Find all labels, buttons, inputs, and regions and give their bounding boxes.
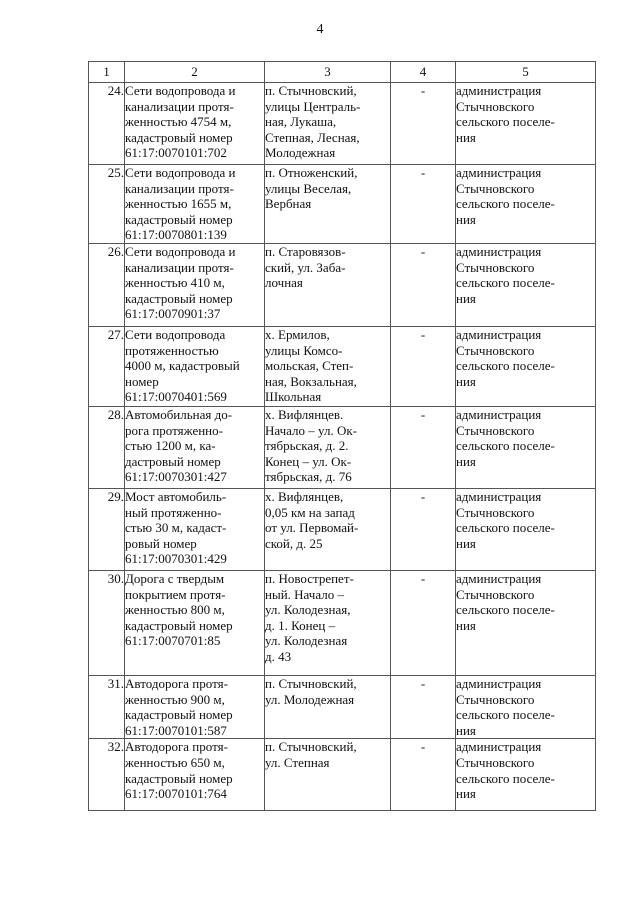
row-number-cell: 29. — [89, 489, 125, 571]
object-name-cell-line: Автомобильная до- — [125, 407, 233, 422]
header-col-3: 3 — [265, 62, 391, 83]
owner-cell-line: ния — [456, 722, 476, 738]
object-name-cell-line: Мост автомобиль- — [125, 489, 227, 504]
address-cell — [265, 489, 391, 571]
owner-cell-line: администрация — [456, 676, 542, 691]
object-name-cell-line: Сети водопровода и — [125, 165, 236, 180]
owner-cell-line: администрация — [456, 489, 542, 504]
table-row — [89, 489, 596, 571]
column-4-cell: - — [391, 739, 456, 811]
object-name-cell — [125, 244, 265, 327]
address-cell-line: д. 43 — [265, 648, 292, 664]
header-col-5: 5 — [456, 62, 596, 83]
object-name-cell-line: кадастровый номер — [125, 129, 233, 145]
owner-cell-line: Стычновского — [456, 691, 535, 707]
header-col-4: 4 — [391, 62, 456, 83]
owner-cell-line: Стычновского — [456, 180, 535, 196]
owner-cell-line: сельского поселе- — [456, 520, 555, 536]
address-cell-line: ской, д. 25 — [265, 535, 323, 551]
column-4-cell: - — [391, 676, 456, 739]
object-name-cell-line: женностью 1655 м, — [125, 196, 232, 212]
row-number-cell: 25. — [89, 165, 125, 244]
address-cell — [265, 244, 391, 327]
object-name-cell-line: 61:17:0070801:139 — [125, 227, 227, 243]
owner-cell-line: ния — [456, 290, 476, 306]
column-4-cell: - — [391, 571, 456, 676]
object-name-cell — [125, 407, 265, 489]
address-cell — [265, 571, 391, 676]
address-cell-line: х. Ермилов, — [265, 327, 330, 342]
address-cell-line: ул. Колодезная, — [265, 602, 351, 618]
object-name-cell-line: Сети водопровода и — [125, 83, 236, 98]
object-name-cell — [125, 83, 265, 165]
object-name-cell-line: 61:17:0070401:569 — [125, 389, 227, 405]
object-name-cell-line: женностью 410 м, — [125, 275, 225, 291]
object-name-cell-line: стью 1200 м, ка- — [125, 438, 216, 454]
address-cell-line: п. Стычновский, — [265, 739, 357, 755]
object-name-cell-line: ровый номер — [125, 535, 197, 551]
column-4-cell: - — [391, 165, 456, 244]
object-name-cell-line: номер — [125, 373, 159, 389]
address-cell — [265, 739, 391, 811]
address-cell-line: ная, Лукаша, — [265, 114, 337, 130]
address-cell-line: 0,05 км на запад — [265, 504, 355, 520]
header-col-1: 1 — [89, 62, 125, 83]
address-cell — [265, 83, 391, 165]
owner-cell-line: администрация — [456, 165, 542, 180]
object-name-cell-line: женностью 4754 м, — [125, 114, 232, 130]
owner-cell-line: сельского поселе- — [456, 770, 555, 786]
row-number-cell: 32. — [89, 739, 125, 811]
table-body — [89, 83, 596, 811]
object-name-cell-line: Сети водопровода — [125, 327, 226, 342]
header-col-2: 2 — [125, 62, 265, 83]
object-name-cell — [125, 739, 265, 811]
owner-cell — [456, 571, 596, 676]
owner-cell-line: администрация — [456, 739, 542, 755]
address-cell-line: п. Стычновский, — [265, 676, 357, 691]
address-cell-line: Начало – ул. Ок- — [265, 422, 357, 438]
owner-cell-line: ния — [456, 617, 476, 633]
page-number: 4 — [316, 22, 324, 37]
address-cell — [265, 165, 391, 244]
owner-cell-line: ния — [456, 129, 476, 145]
address-cell-line: ный. Начало – — [265, 586, 344, 602]
address-cell-line: п. Отноженский, — [265, 165, 358, 180]
object-name-cell-line: кадастровый номер — [125, 617, 233, 633]
address-cell — [265, 407, 391, 489]
address-cell-line: п. Старовязов- — [265, 244, 346, 259]
object-name-cell-line: покрытием протя- — [125, 586, 226, 602]
object-name-cell-line: дастровый номер — [125, 453, 221, 469]
object-name-cell — [125, 489, 265, 571]
owner-cell-line: ния — [456, 453, 476, 469]
object-name-cell — [125, 327, 265, 407]
object-name-cell-line: канализации протя- — [125, 180, 234, 196]
object-name-cell-line: протяженностью — [125, 342, 219, 358]
object-name-cell-line: канализации протя- — [125, 259, 234, 275]
table-row — [89, 407, 596, 489]
owner-cell — [456, 83, 596, 165]
address-cell-line: ул. Колодезная — [265, 633, 348, 649]
owner-cell — [456, 244, 596, 327]
object-name-cell-line: кадастровый номер — [125, 770, 233, 786]
owner-cell-line: ния — [456, 786, 476, 802]
owner-cell-line: Стычновского — [456, 504, 535, 520]
owner-cell-line: сельского поселе- — [456, 602, 555, 618]
table-row — [89, 571, 596, 676]
object-name-cell-line: Дорога с твердым — [125, 571, 225, 586]
object-name-cell-line: 4000 м, кадастровый — [125, 358, 240, 374]
address-cell-line: ул. Молодежная — [265, 691, 355, 707]
table-row — [89, 739, 596, 811]
table-row — [89, 165, 596, 244]
address-cell-line: Школьная — [265, 389, 322, 405]
address-cell-line: тябрьская, д. 2. — [265, 438, 349, 454]
table-row — [89, 83, 596, 165]
object-name-cell-line: рога протяженно- — [125, 422, 223, 438]
owner-cell-line: Стычновского — [456, 342, 535, 358]
object-name-cell-line: 61:17:0070101:764 — [125, 786, 227, 802]
owner-cell-line: администрация — [456, 327, 542, 342]
owner-cell-line: администрация — [456, 83, 542, 98]
address-cell-line: Молодежная — [265, 145, 336, 161]
row-number-cell: 31. — [89, 676, 125, 739]
address-cell-line: ная, Вокзальная, — [265, 373, 357, 389]
object-name-cell-line: кадастровый номер — [125, 707, 233, 723]
address-cell-line: мольская, Степ- — [265, 358, 354, 374]
owner-cell-line: Стычновского — [456, 754, 535, 770]
object-name-cell-line: 61:17:0070301:427 — [125, 469, 227, 485]
owner-cell-line: ния — [456, 211, 476, 227]
address-cell — [265, 327, 391, 407]
column-4-cell: - — [391, 327, 456, 407]
address-cell-line: х. Вифлянцев. — [265, 407, 344, 422]
owner-cell-line: ния — [456, 535, 476, 551]
address-cell-line: тябрьская, д. 76 — [265, 469, 352, 485]
address-cell — [265, 676, 391, 739]
object-name-cell — [125, 571, 265, 676]
object-name-cell-line: женностью 900 м, — [125, 691, 225, 707]
owner-cell — [456, 407, 596, 489]
owner-cell-line: сельского поселе- — [456, 275, 555, 291]
row-number-cell: 28. — [89, 407, 125, 489]
object-name-cell-line: Автодорога протя- — [125, 676, 228, 691]
address-cell-line: х. Вифлянцев, — [265, 489, 344, 504]
address-cell-line: улицы Комсо- — [265, 342, 343, 358]
table-row — [89, 327, 596, 407]
owner-cell-line: Стычновского — [456, 98, 535, 114]
address-cell-line: лочная — [265, 275, 303, 291]
table-row — [89, 244, 596, 327]
address-cell-line: улицы Централь- — [265, 98, 361, 114]
address-cell-line: Вербная — [265, 196, 312, 212]
address-cell-line: п. Новострепет- — [265, 571, 354, 586]
object-name-cell-line: женностью 650 м, — [125, 754, 225, 770]
column-4-cell: - — [391, 489, 456, 571]
owner-cell-line: сельского поселе- — [456, 196, 555, 212]
object-name-cell-line: Автодорога протя- — [125, 739, 228, 755]
object-name-cell-line: ный протяженно- — [125, 504, 222, 520]
table-header-row — [89, 62, 596, 83]
owner-cell — [456, 327, 596, 407]
owner-cell-line: сельского поселе- — [456, 358, 555, 374]
owner-cell — [456, 676, 596, 739]
object-name-cell-line: стью 30 м, кадаст- — [125, 520, 227, 536]
address-cell-line: п. Стычновский, — [265, 83, 357, 98]
object-name-cell-line: Сети водопровода и — [125, 244, 236, 259]
object-name-cell — [125, 165, 265, 244]
property-registry-table — [88, 61, 596, 811]
address-cell-line: улицы Веселая, — [265, 180, 352, 196]
owner-cell-line: администрация — [456, 244, 542, 259]
owner-cell — [456, 739, 596, 811]
owner-cell — [456, 489, 596, 571]
owner-cell-line: сельского поселе- — [456, 438, 555, 454]
object-name-cell-line: 61:17:0070701:85 — [125, 633, 221, 649]
owner-cell-line: Стычновского — [456, 586, 535, 602]
owner-cell-line: Стычновского — [456, 259, 535, 275]
address-cell-line: д. 1. Конец – — [265, 617, 336, 633]
owner-cell — [456, 165, 596, 244]
column-4-cell: - — [391, 244, 456, 327]
address-cell-line: ский, ул. Заба- — [265, 259, 346, 275]
owner-cell-line: сельского поселе- — [456, 707, 555, 723]
object-name-cell-line: 61:17:0070901:37 — [125, 306, 221, 322]
owner-cell-line: Стычновского — [456, 422, 535, 438]
row-number-cell: 27. — [89, 327, 125, 407]
address-cell-line: Степная, Лесная, — [265, 129, 360, 145]
column-4-cell: - — [391, 407, 456, 489]
address-cell-line: Конец – ул. Ок- — [265, 453, 352, 469]
row-number-cell: 24. — [89, 83, 125, 165]
object-name-cell-line: кадастровый номер — [125, 211, 233, 227]
object-name-cell-line: 61:17:0070301:429 — [125, 551, 227, 567]
owner-cell-line: сельского поселе- — [456, 114, 555, 130]
object-name-cell — [125, 676, 265, 739]
address-cell-line: от ул. Первомай- — [265, 520, 359, 536]
row-number-cell: 30. — [89, 571, 125, 676]
object-name-cell-line: женностью 800 м, — [125, 602, 225, 618]
object-name-cell-line: 61:17:0070101:702 — [125, 145, 227, 161]
object-name-cell-line: канализации протя- — [125, 98, 234, 114]
column-4-cell: - — [391, 83, 456, 165]
owner-cell-line: ния — [456, 373, 476, 389]
owner-cell-line: администрация — [456, 407, 542, 422]
owner-cell-line: администрация — [456, 571, 542, 586]
object-name-cell-line: 61:17:0070101:587 — [125, 722, 227, 738]
row-number-cell: 26. — [89, 244, 125, 327]
table-row — [89, 676, 596, 739]
object-name-cell-line: кадастровый номер — [125, 290, 233, 306]
address-cell-line: ул. Степная — [265, 754, 330, 770]
